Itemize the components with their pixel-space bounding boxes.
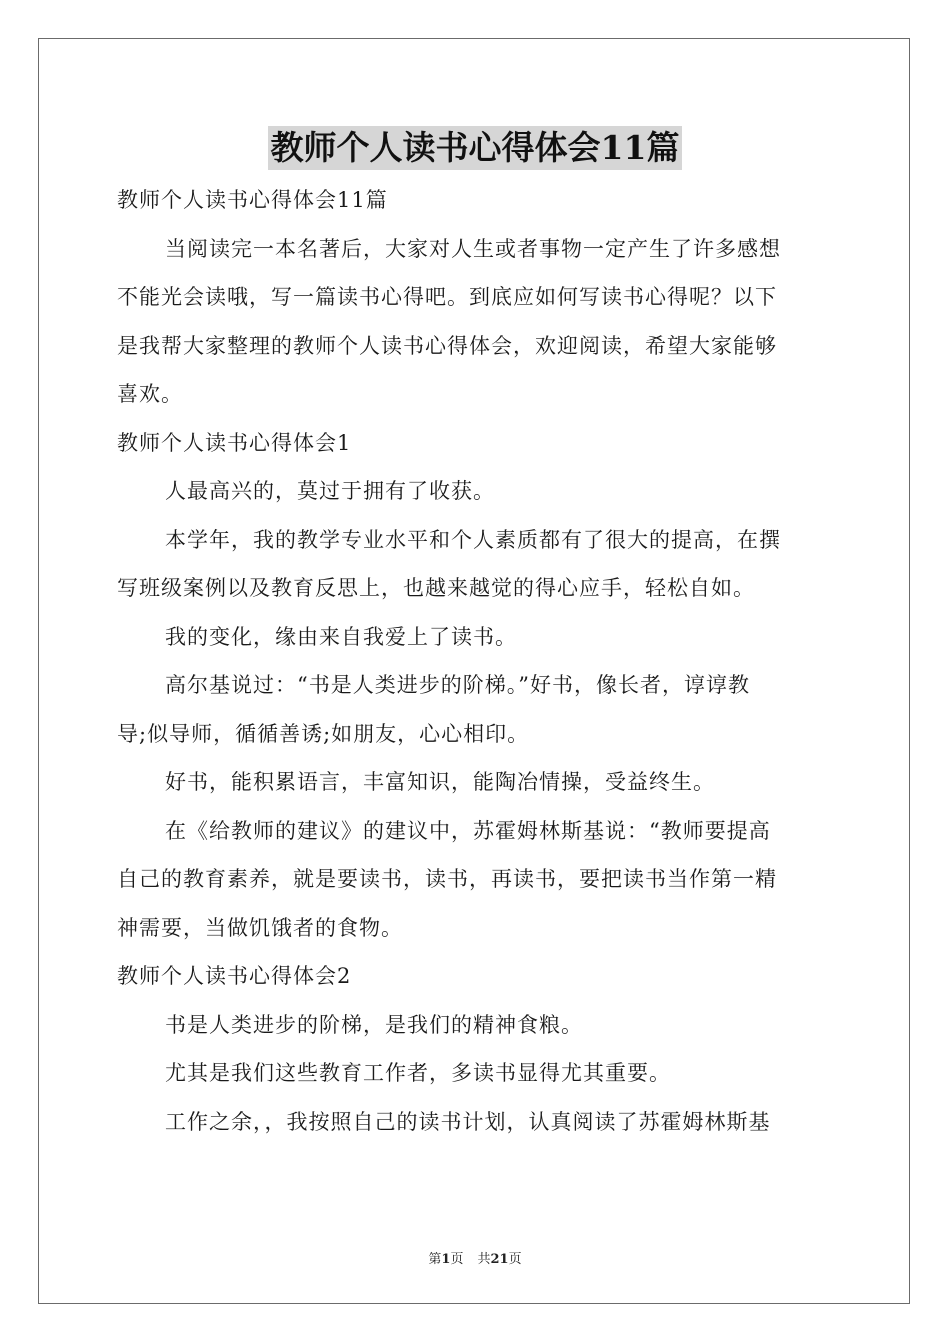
text-line: 我的变化，缘由来自我爱上了读书。 — [165, 624, 517, 649]
document-body — [117, 176, 833, 1146]
text-line: 工作之余，，我按照自己的读书计划，认真阅读了苏霍姆林斯基 — [165, 1109, 771, 1134]
footer-page-prefix: 第 — [428, 1252, 442, 1267]
text-line: 不能光会读哦，写一篇读书心得吧。到底应如何写读书心得呢？以下 — [117, 285, 777, 309]
document-title: 教师个人读书心得体会11篇 — [268, 126, 683, 170]
text-line: 神需要，当做饥饿者的食物。 — [117, 915, 403, 940]
text-line: 教师个人读书心得体会2 — [117, 964, 352, 988]
text-line: 好书，能积累语言，丰富知识，能陶冶情操，受益终生。 — [165, 770, 715, 794]
page-footer — [0, 1248, 950, 1267]
text-line: 写班级案例以及教育反思上，也越来越觉的得心应手，轻松自如。 — [117, 576, 755, 600]
text-line: 在《给教师的建议》的建议中，苏霍姆林斯基说：“教师要提高 — [165, 818, 771, 843]
text-line: 人最高兴的，莫过于拥有了收获。 — [165, 479, 495, 503]
text-line: 教师个人读书心得体会11篇 — [117, 188, 388, 212]
footer-total-unit: 页 — [508, 1252, 522, 1267]
footer-page-unit: 页 — [450, 1252, 464, 1267]
text-line: 导;似导师，循循善诱;如朋友，心心相印。 — [117, 721, 530, 746]
text-line: 喜欢。 — [117, 382, 183, 406]
footer-page-number: 1 — [441, 1252, 451, 1267]
text-line: 书是人类进步的阶梯，是我们的精神食粮。 — [165, 1012, 583, 1037]
footer-total-prefix: 共 — [477, 1252, 491, 1267]
text-line: 教师个人读书心得体会1 — [117, 430, 352, 455]
text-line: 尤其是我们这些教育工作者，多读书显得尤其重要。 — [165, 1061, 671, 1085]
title-container — [0, 126, 950, 170]
text-line: 当阅读完一本名著后，大家对人生或者事物一定产生了许多感想 — [165, 236, 781, 261]
text-line: 是我帮大家整理的教师个人读书心得体会，欢迎阅读，希望大家能够 — [117, 333, 777, 358]
footer-total-pages: 21 — [490, 1252, 509, 1267]
text-line: 本学年，我的教学专业水平和个人素质都有了很大的提高，在撰 — [165, 527, 781, 552]
text-line: 高尔基说过：“书是人类进步的阶梯。”好书，像长者，谆谆教 — [165, 673, 750, 697]
text-line: 自己的教育素养，就是要读书，读书，再读书，要把读书当作第一精 — [117, 867, 777, 891]
